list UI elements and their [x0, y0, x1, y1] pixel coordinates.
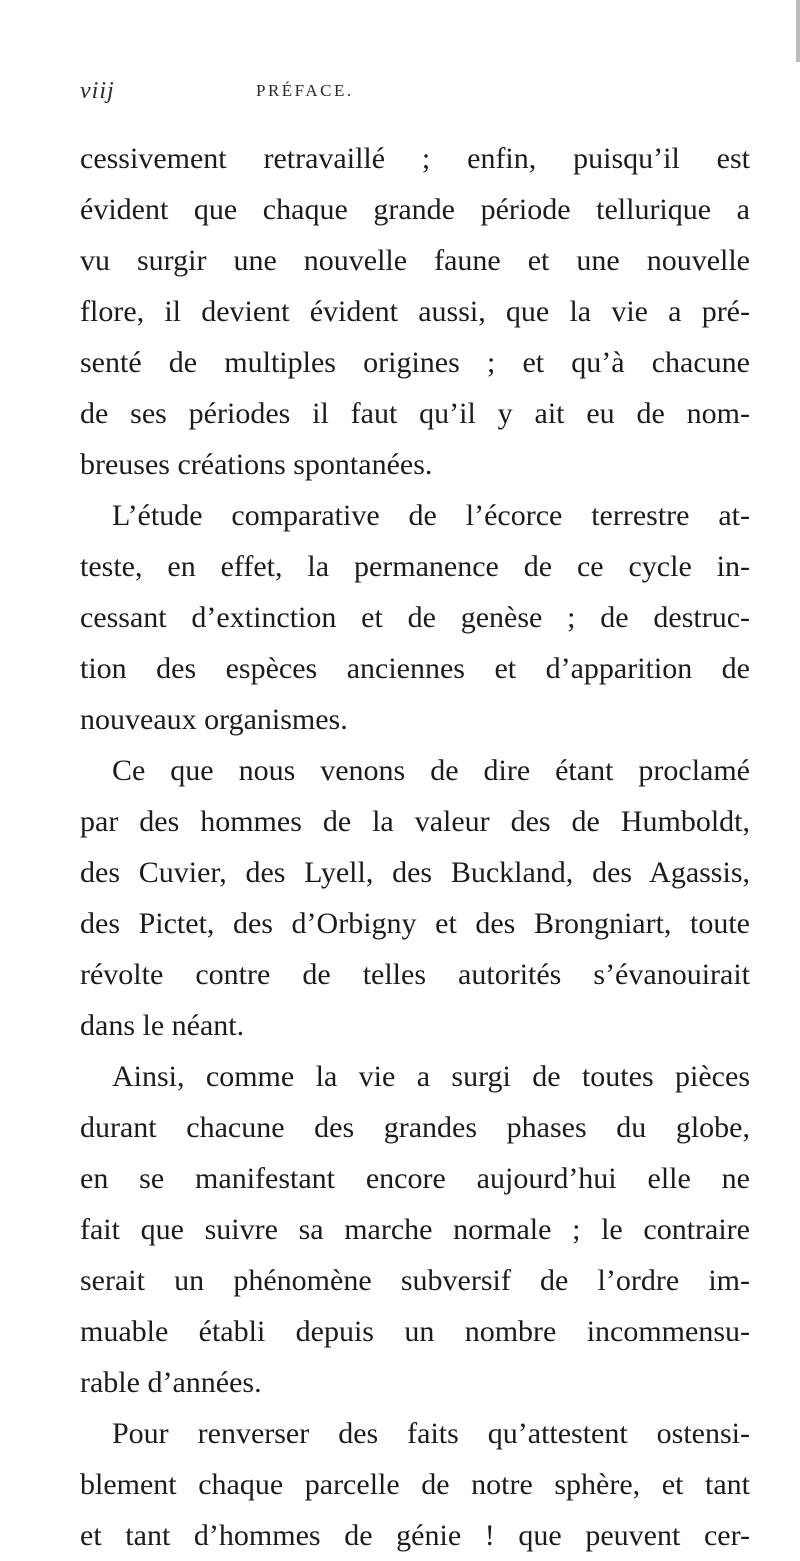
text-line: et tant d’hommes de génie ! que peuvent cer-: [80, 1519, 750, 1552]
text-line: teste, en effet, la permanence de ce cycle in-: [80, 550, 750, 583]
paragraph-start-line: Pour renverser des faits qu’attestent ostensi-: [112, 1417, 750, 1450]
text-line: des Pictet, des d’Orbigny et des Brongniart, toute: [80, 907, 750, 940]
text-line: durant chacune des grandes phases du globe,: [80, 1111, 750, 1144]
text-line: par des hommes de la valeur des de Humboldt,: [80, 805, 750, 838]
paragraph-start-line: L’étude comparative de l’écorce terrestre at-: [112, 499, 750, 532]
text-line: serait un phénomène subversif de l’ordre im-: [80, 1264, 750, 1297]
text-line: blement chaque parcelle de notre sphère, et tant: [80, 1468, 750, 1501]
running-title: PRÉFACE.: [256, 81, 354, 100]
text-line: des Cuvier, des Lyell, des Buckland, des Agassis,: [80, 856, 750, 889]
text-line: senté de multiples origines ; et qu’à chacune: [80, 346, 750, 379]
page-edge-mark: [796, 0, 800, 62]
text-line: breuses créations spontanées.: [80, 448, 433, 481]
text-line: flore, il devient évident aussi, que la vie a pré-: [80, 295, 750, 328]
text-line: muable établi depuis un nombre incommensu-: [80, 1315, 750, 1348]
text-line: rable d’années.: [80, 1366, 262, 1399]
text-line: tion des espèces anciennes et d’apparition de: [80, 652, 750, 685]
text-line: révolte contre de telles autorités s’évanouirait: [80, 958, 750, 991]
body-text: [80, 133, 750, 1561]
page-number: viij: [80, 78, 115, 104]
text-line: fait que suivre sa marche normale ; le contraire: [80, 1213, 750, 1246]
text-line: nouveaux organismes.: [80, 703, 348, 736]
text-line: cessant d’extinction et de genèse ; de destruc-: [80, 601, 750, 634]
text-line: dans le néant.: [80, 1009, 245, 1042]
running-head: [80, 78, 750, 108]
text-line: de ses périodes il faut qu’il y ait eu de nom-: [80, 397, 750, 430]
text-line: évident que chaque grande période tellurique a: [80, 193, 750, 226]
text-line: cessivement retravaillé ; enfin, puisqu’il est: [80, 142, 750, 175]
text-line: en se manifestant encore aujourd’hui elle ne: [80, 1162, 750, 1195]
text-line: vu surgir une nouvelle faune et une nouvelle: [80, 244, 750, 277]
paragraph-start-line: Ce que nous venons de dire étant proclamé: [112, 754, 750, 787]
paragraph-start-line: Ainsi, comme la vie a surgi de toutes pièces: [112, 1060, 750, 1093]
